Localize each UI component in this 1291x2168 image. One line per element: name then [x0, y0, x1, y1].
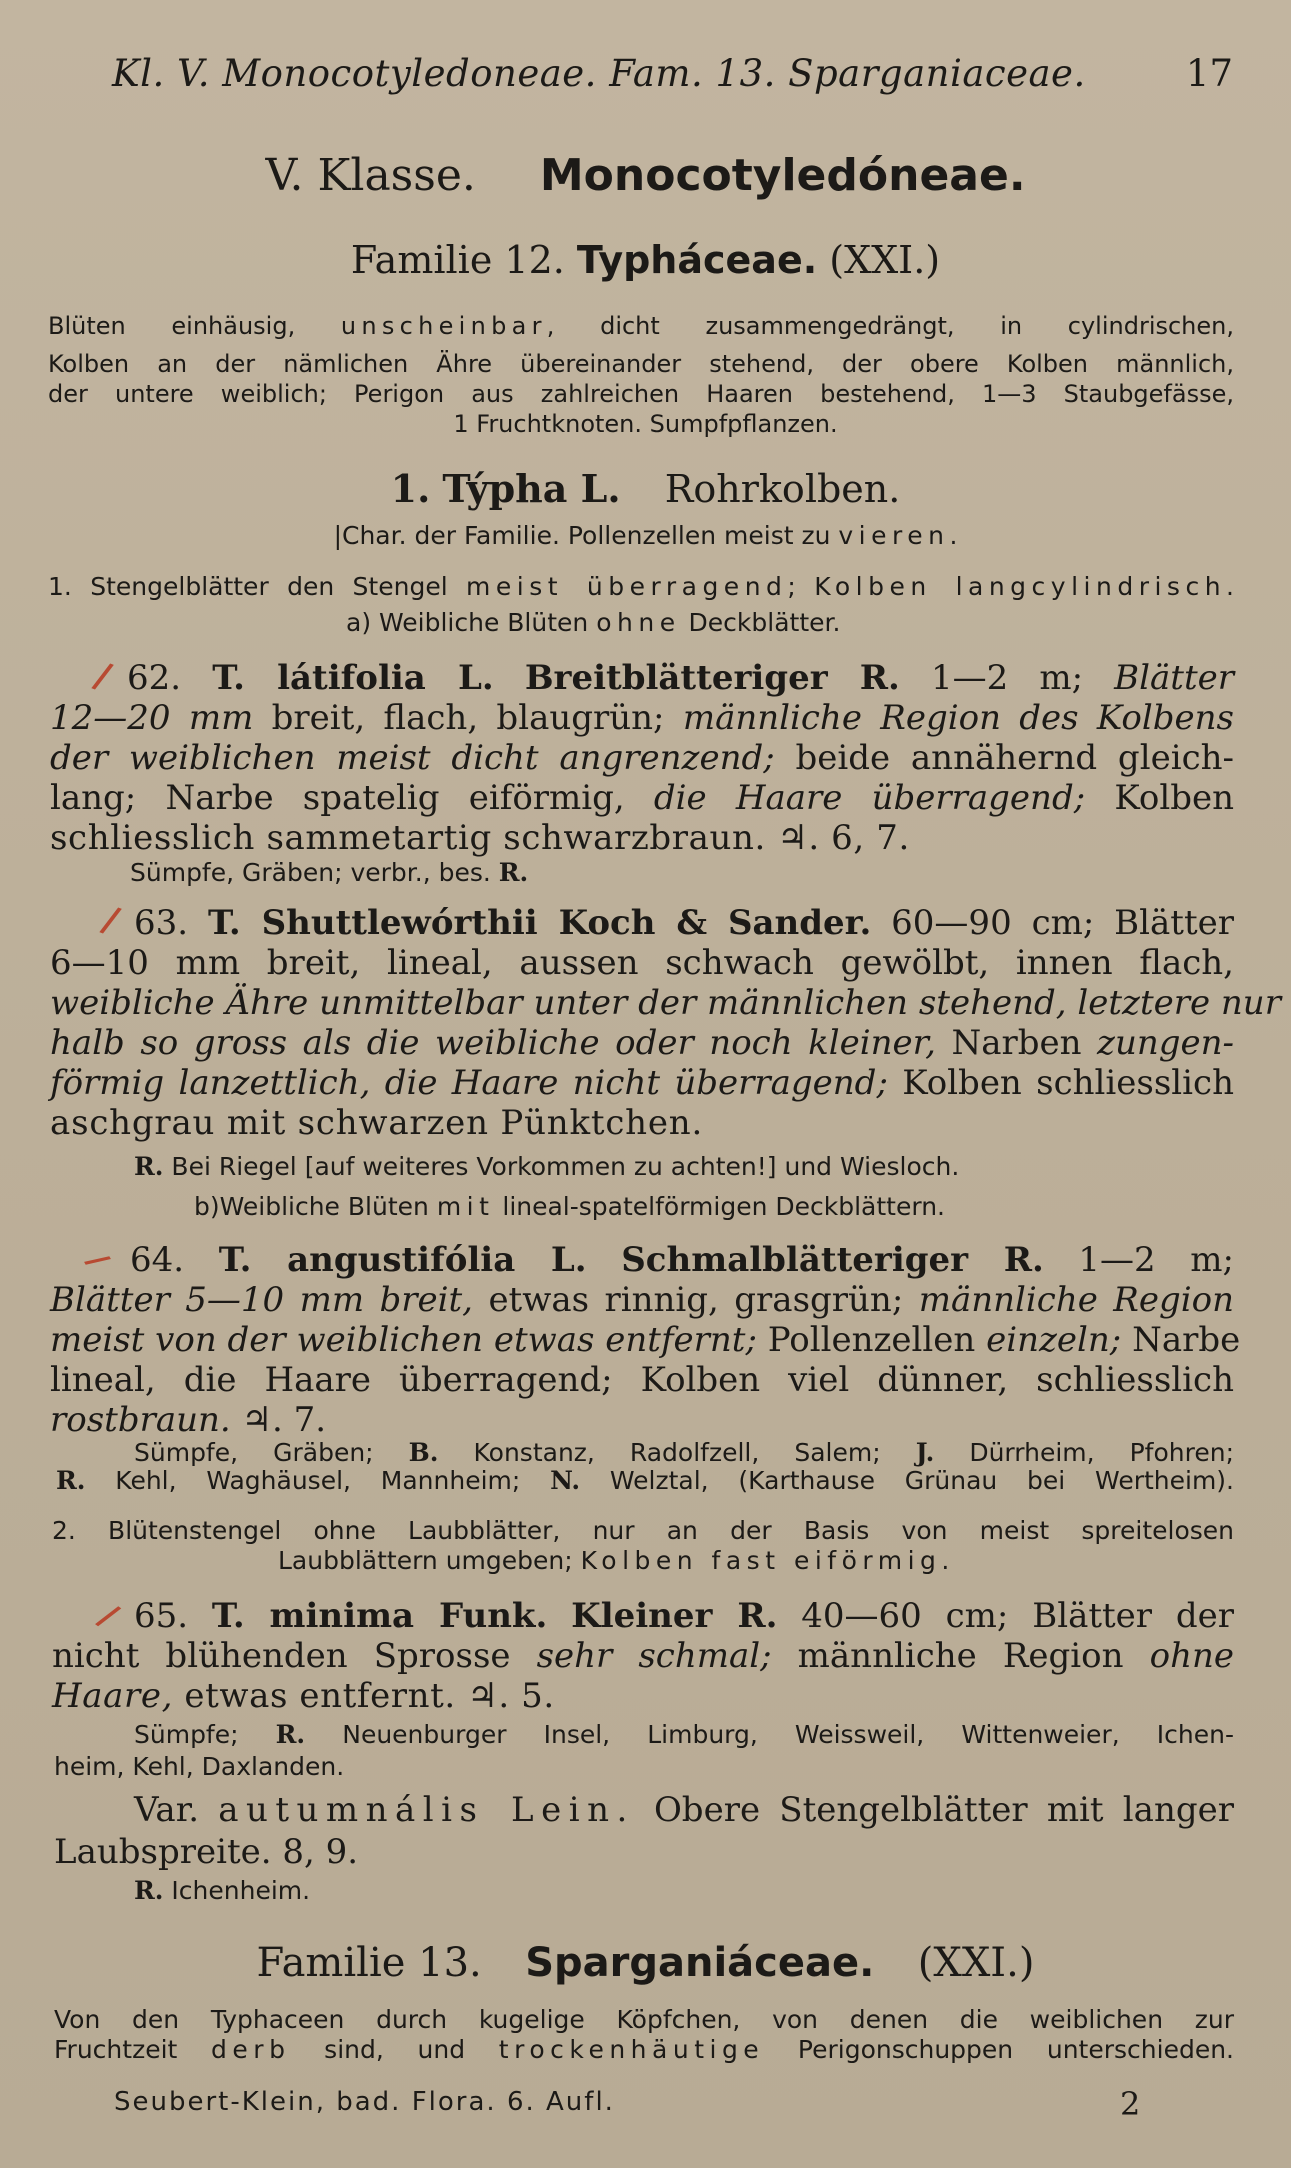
species-64-line-4: lineal, die Haare überragend; Kolben viel dünner, schliesslich	[50, 1360, 1234, 1400]
species-65-variety-1: Var. autumnális Lein. Obere Stengelblätter mit langer	[134, 1790, 1234, 1830]
species-62-habitat: Sümpfe, Gräben; verbr., bes. R.	[130, 858, 529, 887]
key-1a: a) Weibliche Blüten ohne Deckblätter.	[346, 608, 841, 637]
species-65-line-1: 65. T. minima Funk. Kleiner R. 40—60 cm; Blätter der	[134, 1596, 1235, 1636]
family-12-name: Typháceae.	[576, 238, 818, 282]
species-62-line-5: schliesslich sammetartig schwarzbraun. ♃. 6, 7.	[50, 818, 910, 858]
class-name: Monocotyledóneae.	[539, 150, 1026, 201]
key-2-line-2: Laubblättern umgeben; Kolben fast eiförmig.	[278, 1546, 950, 1575]
family-13-name: Sparganiáceae.	[525, 1940, 875, 1986]
running-header	[112, 52, 1232, 95]
species-65-variety-habitat: R. Ichenheim.	[134, 1876, 311, 1905]
species-63-line-5: förmig lanzettlich, die Haare nicht überragend; Kolben schliesslich	[50, 1063, 1234, 1103]
species-65-line-2: nicht blühenden Sprosse sehr schmal; männliche Region ohne	[52, 1636, 1235, 1676]
pencil-tick-65: /	[91, 1596, 125, 1636]
species-65-variety-2: Laubspreite. 8, 9.	[54, 1832, 359, 1872]
key-2-line-1: 2. Blütenstengel ohne Laubblätter, nur an der Basis von meist spreitelosen	[52, 1516, 1234, 1545]
family-13-suffix: (XXI.)	[917, 1940, 1035, 1986]
species-63-line-6: aschgrau mit schwarzen Pünktchen.	[50, 1103, 704, 1143]
species-65-name: T. minima Funk.	[211, 1596, 548, 1636]
species-63-line-4: halb so gross als die weibliche oder noch kleiner, Narben zungen-	[50, 1023, 1235, 1063]
family-13-heading	[0, 1940, 1291, 1986]
pencil-tick-62: /	[89, 654, 116, 699]
species-64-name: T. angustifólia L.	[218, 1240, 587, 1280]
family-13-desc-line-1: Von den Typhaceen durch kugelige Köpfchen, von denen die weiblichen zur	[54, 2005, 1234, 2034]
family-12-suffix: (XXI.)	[829, 238, 941, 282]
family-12-desc-line-2: Kolben an der nämlichen Ähre übereinander stehend, der obere Kolben männlich,	[48, 350, 1234, 378]
species-62-common: Breitblätteriger R.	[524, 658, 900, 698]
species-62-line-2: 12—20 mm breit, flach, blaugrün; männliche Region des Kolbens	[50, 698, 1234, 738]
species-62-line-4: lang; Narbe spatelig eiförmig, die Haare überragend; Kolben	[50, 778, 1234, 818]
pencil-tick-64: /	[79, 1247, 116, 1274]
species-64-line-3: meist von der weiblichen etwas entfernt; Pollenzellen einzeln; Narbe	[50, 1320, 1241, 1360]
class-heading	[0, 150, 1291, 201]
genus-heading	[0, 466, 1291, 511]
species-64-line-1: 64. T. angustifólia L. Schmalblätteriger R. 1—2 m;	[130, 1240, 1234, 1280]
class-prefix: V. Klasse.	[265, 150, 476, 201]
species-62-number: 62.	[127, 658, 182, 698]
family-12-heading	[0, 238, 1291, 282]
species-63-line-1: 63. T. Shuttlewórthii Koch & Sander. 60—90 cm; Blätter	[134, 903, 1234, 943]
species-65-habitat-1: Sümpfe; R. Neuenburger Insel, Limburg, Weissweil, Wittenweier, Ichen-	[134, 1720, 1234, 1749]
species-62-name: T. látifolia L.	[212, 658, 494, 698]
species-65-line-3: Haare, etwas entfernt. ♃. 5.	[52, 1676, 555, 1716]
genus-common-name: Rohrkolben.	[664, 467, 901, 511]
family-12-desc-line-4: 1 Fruchtknoten. Sumpfpflanzen.	[453, 410, 838, 438]
family-13-desc-line-2: Fruchtzeit derb sind, und trockenhäutige Perigonschuppen unterschieden.	[54, 2035, 1234, 2064]
family-13-prefix: Familie 13.	[256, 1940, 482, 1986]
running-title: Kl. V. Monocotyledoneae. Fam. 13. Sparganiaceae.	[112, 52, 1086, 95]
species-64-common: Schmalblätteriger R.	[621, 1240, 1044, 1280]
genus-name: Týpha L.	[442, 466, 621, 511]
footer-signature: Seubert-Klein, bad. Flora. 6. Aufl.	[114, 2087, 615, 2117]
genus-number: 1.	[390, 466, 431, 511]
species-63-number: 63.	[134, 903, 189, 943]
species-63-habitat: R. Bei Riegel [auf weiteres Vorkommen zu achten!] und Wiesloch.	[134, 1152, 960, 1181]
species-63-line-3: weibliche Ähre unmittelbar unter der männlichen stehend, letztere nur	[50, 983, 1281, 1023]
footer-sheet-number: 2	[1120, 2085, 1141, 2123]
genus-characters: |Char. der Familie. Pollenzellen meist zu vieren.	[333, 521, 958, 550]
species-64-number: 64.	[130, 1240, 185, 1280]
species-64-line-5: rostbraun. ♃. 7.	[50, 1400, 327, 1440]
family-12-desc-line-3: der untere weiblich; Perigon aus zahlreichen Haaren bestehend, 1—3 Staubgefässe,	[48, 380, 1234, 408]
page-number: 17	[1185, 52, 1233, 95]
species-62-line-1: 62. T. látifolia L. Breitblätteriger R. 1—2 m; Blätter	[127, 658, 1234, 698]
species-62-line-3: der weiblichen meist dicht angrenzend; beide annähernd gleich-	[50, 738, 1234, 778]
key-1: 1. Stengelblätter den Stengel meist überragend; Kolben langcylindrisch.	[48, 572, 1234, 601]
species-65-common: Kleiner R.	[571, 1596, 778, 1636]
species-63-line-2: 6—10 mm breit, lineal, aussen schwach gewölbt, innen flach,	[50, 943, 1234, 983]
key-1b: b)Weibliche Blüten mit lineal-spatelförmigen Deckblättern.	[194, 1192, 945, 1221]
family-12-desc-line-1: Blüten einhäusig, unscheinbar, dicht zusammengedrängt, in cylindrischen,	[48, 312, 1234, 340]
family-12-prefix: Familie 12.	[350, 238, 565, 282]
species-64-habitat-1: Sümpfe, Gräben; B. Konstanz, Radolfzell, Salem; J. Dürrheim, Pfohren;	[134, 1438, 1234, 1467]
species-64-line-2: Blätter 5—10 mm breit, etwas rinnig, grasgrün; männliche Region	[50, 1280, 1234, 1320]
species-63-name: T. Shuttlewórthii Koch & Sander.	[207, 903, 872, 943]
pencil-tick-63: /	[97, 898, 124, 943]
species-64-habitat-2: R. Kehl, Waghäusel, Mannheim; N. Welztal, (Karthause Grünau bei Wertheim).	[56, 1466, 1234, 1495]
species-65-number: 65.	[134, 1596, 189, 1636]
species-65-habitat-2: heim, Kehl, Daxlanden.	[54, 1752, 345, 1781]
